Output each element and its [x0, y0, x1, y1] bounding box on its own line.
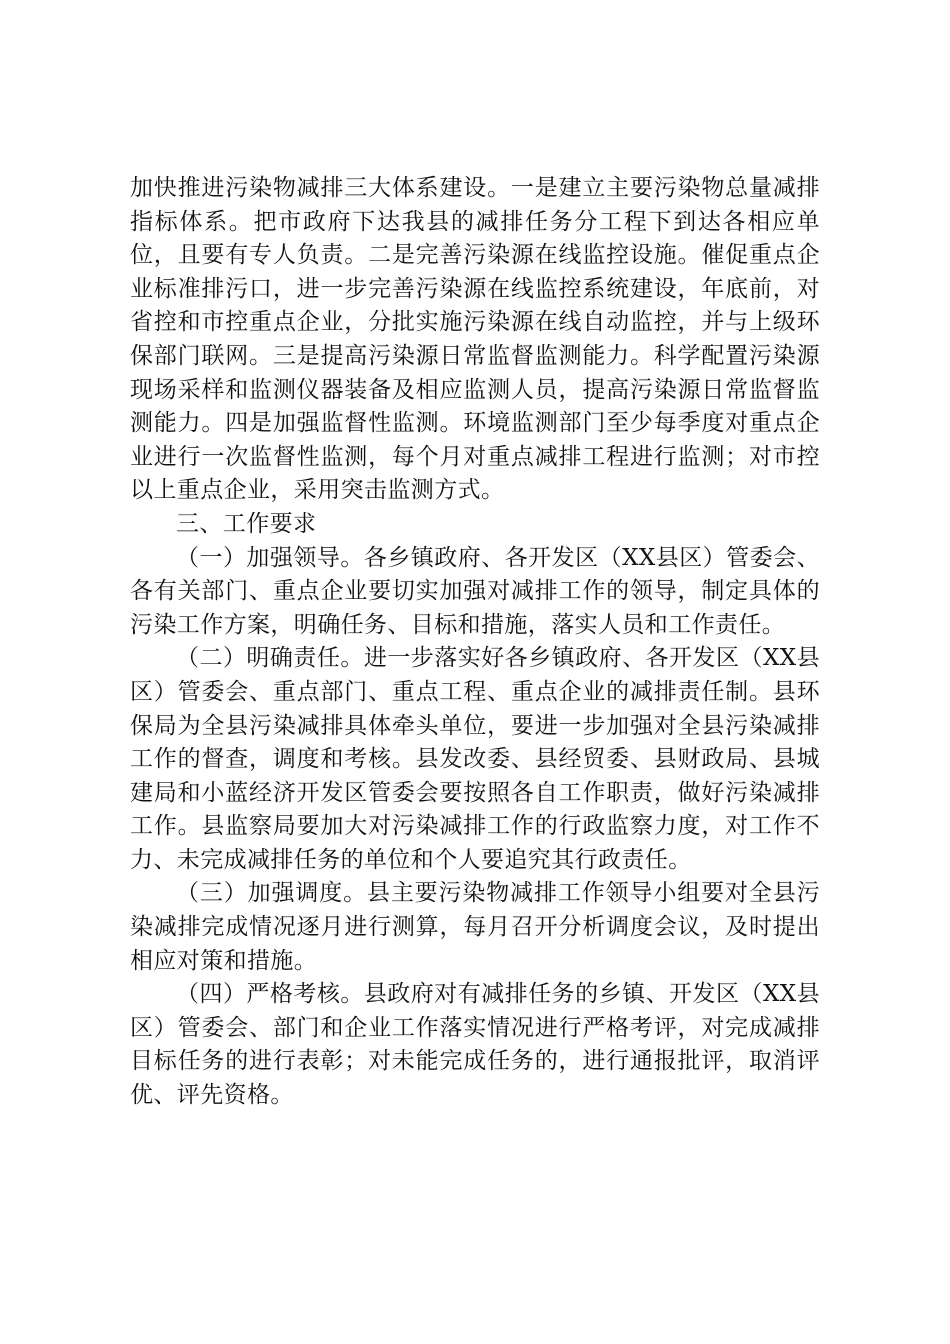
paragraph-emission-systems: 加快推进污染物减排三大体系建设。一是建立主要污染物总量减排指标体系。把市政府下达我县的减排任务分工程下到达各相应单位，且要有专人负责。二是完善污染源在线监控设施。催促重点企业标准排污口，进一步完善污染源在线监控系统建设，年底前，对省控和市控重点企业，分批实施污染源在线自动监控，并与上级环保部门联网。三是提高污染源日常监督监测能力。科学配置污染源现场采样和监测仪器装备及相应监测人员，提高污染源日常监督监测能力。四是加强监督性监测。环境监测部门至少每季度对重点企业进行一次监督性监测，每个月对重点减排工程进行监测；对市控以上重点企业，采用突击监测方式。	[130, 175, 820, 504]
paragraph-strict-assessment: （四）严格考核。县政府对有减排任务的乡镇、开发区（XX县区）管委会、部门和企业工作落实情况进行严格考评，对完成减排目标任务的进行表彰；对未能完成任务的，进行通报批评，取消评优、评先资格。	[130, 981, 820, 1109]
paragraph-strengthen-leadership: （一）加强领导。各乡镇政府、各开发区（XX县区）管委会、各有关部门、重点企业要切实加强对减排工作的领导，制定具体的污染工作方案，明确任务、目标和措施，落实人员和工作责任。	[130, 544, 820, 638]
document-body	[130, 172, 820, 1113]
paragraph-clarify-responsibility: （二）明确责任。进一步落实好各乡镇政府、各开发区（XX县区）管委会、重点部门、重点工程、重点企业的减排责任制。县环保局为全县污染减排具体牵头单位，要进一步加强对全县污染减排工作的督查，调度和考核。县发改委、县经贸委、县财政局、县城建局和小蓝经济开发区管委会要按照各自工作职责，做好污染减排工作。县监察局要加大对污染减排工作的行政监察力度，对工作不力、未完成减排任务的单位和个人要追究其行政责任。	[130, 645, 820, 873]
paragraph-strengthen-scheduling: （三）加强调度。县主要污染物减排工作领导小组要对全县污染减排完成情况逐月进行测算，每月召开分析调度会议，及时提出相应对策和措施。	[130, 880, 820, 974]
section-heading-work-requirements: 三、工作要求	[176, 510, 317, 537]
